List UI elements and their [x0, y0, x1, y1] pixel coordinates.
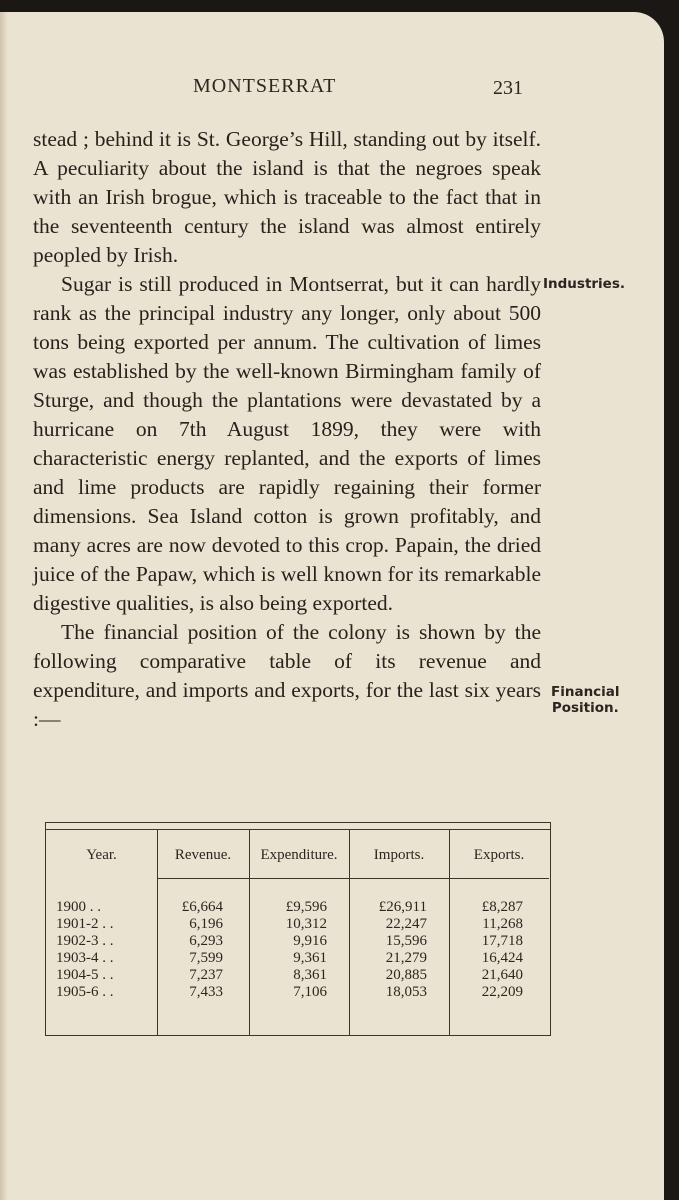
table-cell: 11,268 [482, 916, 523, 932]
table-cell: 9,361 [293, 950, 327, 966]
table-cell: 7,433 [189, 984, 223, 1000]
table-cell: 18,053 [385, 984, 427, 1000]
table-cell: £6,664 [181, 899, 223, 915]
table-cell: 21,640 [481, 967, 523, 983]
header-exports: Exports. [473, 847, 525, 863]
header-imports: Imports. [373, 847, 425, 863]
header-expenditure: Expenditure. [260, 847, 338, 863]
year-column [56, 899, 156, 1001]
table-cell: 9,916 [293, 933, 327, 949]
table-cell: 1905-6 . . [56, 984, 114, 1000]
table-cell: 1900 . . [56, 899, 101, 915]
table-cell: 1903-4 . . [56, 950, 114, 966]
header-revenue: Revenue. [174, 847, 232, 863]
side-note-financial-line2: Position. [551, 700, 619, 716]
table-cell: 17,718 [481, 933, 523, 949]
side-note-financial-position [551, 684, 620, 716]
table-cell: 8,361 [293, 967, 327, 983]
table-cell: £26,911 [378, 899, 427, 915]
page-title: MONTSERRAT [193, 75, 337, 97]
body-text [33, 125, 541, 734]
paragraph-3: The financial position of the colony is shown by the following comparative table of its revenue and expenditure, and imports and exports, for the last six years :— [33, 620, 541, 731]
side-note-financial-line1: Financial [551, 684, 620, 700]
book-page [0, 12, 664, 1200]
table-cell: 7,599 [189, 950, 223, 966]
header-underline [249, 878, 349, 879]
paragraph-1: stead ; behind it is St. George’s Hill, standing out by itself. A peculiarity about the island is that the negroes speak with an Irish brogue, which is traceable to the fact that in the seventeenth century the island was almost entirely peopled by Irish. [33, 127, 541, 267]
table-cell: 1904-5 . . [56, 967, 114, 983]
table-cell: £8,287 [481, 899, 523, 915]
header-year: Year. [86, 847, 117, 863]
table-cell: 7,106 [293, 984, 327, 1000]
page-number: 231 [493, 77, 523, 99]
table-top-rule [45, 829, 550, 830]
table-cell: 16,424 [481, 950, 523, 966]
imports-column [349, 899, 427, 1001]
table-cell: 7,237 [189, 967, 223, 983]
exports-column [449, 899, 523, 1001]
finance-table [45, 822, 551, 1036]
table-cell: 22,247 [385, 916, 427, 932]
table-cell: 6,293 [189, 933, 223, 949]
header-underline [349, 878, 449, 879]
table-cell: 10,312 [285, 916, 327, 932]
running-head [0, 75, 664, 105]
table-cell: 21,279 [385, 950, 427, 966]
header-underline [157, 878, 249, 879]
header-underline [449, 878, 549, 879]
table-cell: £9,596 [285, 899, 327, 915]
table-cell: 20,885 [385, 967, 427, 983]
table-cell: 15,596 [385, 933, 427, 949]
table-cell: 22,209 [481, 984, 523, 1000]
paragraph-2: Sugar is still produced in Montserrat, but it can hardly rank as the principal industry any longer, only about 500 tons being exported per annum. The cultivation of limes was established by the well-known Birmingham family of Sturge, and though the plantations were devastated by a hurricane on 7th August 1899, they were with characteristic energy replanted, and the exports of limes and lime products are rapidly regaining their former dimensions. Sea Island cotton is grown profitably, and many acres are now devoted to this crop. Papain, the dried juice of the Papaw, which is well known for its remarkable digestive qualities, is also being exported. [33, 272, 541, 615]
revenue-column [157, 899, 223, 1001]
table-cell: 6,196 [189, 916, 223, 932]
table-cell: 1901-2 . . [56, 916, 114, 932]
side-note-industries: Industries. [543, 276, 626, 292]
table-cell: 1902-3 . . [56, 933, 114, 949]
expenditure-column [249, 899, 327, 1001]
